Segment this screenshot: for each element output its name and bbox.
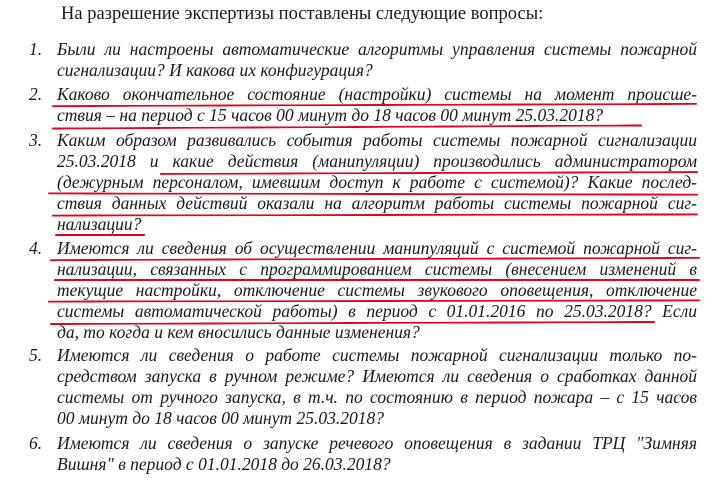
question-line: Каким образом развивались события работы системы пожарной сигнализации (57, 130, 697, 150)
red-underline (54, 279, 700, 281)
question-line: Имеются ли сведения о запуске речевого оповещения в задании ТРЦ "Зимняя (57, 433, 697, 453)
question-number: 6. (29, 433, 43, 453)
question-text (57, 238, 697, 343)
question-line: Имеются ли сведения об осуществлении манипуляций с системой пожарной сиг- (57, 238, 697, 258)
question-text (57, 345, 697, 429)
question-line: ствия – на период с 15 часов 00 минут до 18 часов 00 минут 25.03.2018? (57, 105, 604, 125)
question-line: системы от ручного запуска, в т.ч. по состоянию в период пожара – с 15 часов (57, 387, 697, 407)
question-number: 2. (29, 84, 43, 104)
question-line: 25.03.2018 и какие действия (манипуляции) производились администратором (57, 151, 697, 171)
question-line: Вишня" в период с 01.01.2018 до 26.03.2018? (57, 454, 391, 474)
question-line: Были ли настроены автоматические алгоритмы управления системы пожарной (57, 39, 697, 59)
question-number: 1. (29, 39, 43, 59)
question-line: средством запуска в ручном режиме? Имеются ли сведения о сработках данной (57, 366, 697, 386)
red-underline (55, 234, 145, 236)
question-number: 5. (29, 345, 43, 365)
question-line: текущие настройки, отключение системы звукового оповещения, отключение (57, 280, 697, 300)
intro-text: На разрешение экспертизы поставлены следующие вопросы: (61, 4, 544, 24)
question-text (57, 130, 697, 235)
question-line: Каково окончательное состояние (настройки) системы на момент происше- (57, 84, 697, 104)
question-line: нализации? (57, 214, 142, 234)
question-line: да, то когда и кем вносились данные изменения? (57, 322, 420, 342)
question-line: системы автоматической работы) в период с 01.01.2016 по 25.03.2018? Если (57, 301, 697, 321)
question-line: Имеются ли сведения о работе системы пожарной сигнализации только по- (57, 345, 697, 365)
question-number: 4. (29, 238, 43, 258)
question-line: нализации, связанных с программированием системы (внесением изменений в (57, 259, 697, 279)
question-line: 00 минут до 18 часов 00 минут 25.03.2018? (57, 408, 385, 428)
question-text (57, 39, 697, 81)
question-line: сигнализации? И какова их конфигурация? (57, 60, 373, 80)
question-text (57, 433, 697, 475)
question-line: ствия данных действий оказали на алгоритм работы системы пожарной сиг- (57, 193, 697, 213)
question-line: (дежурным персоналом, имевшим доступ к работе с системой)? Какие послед- (57, 172, 697, 192)
question-number: 3. (29, 130, 43, 150)
